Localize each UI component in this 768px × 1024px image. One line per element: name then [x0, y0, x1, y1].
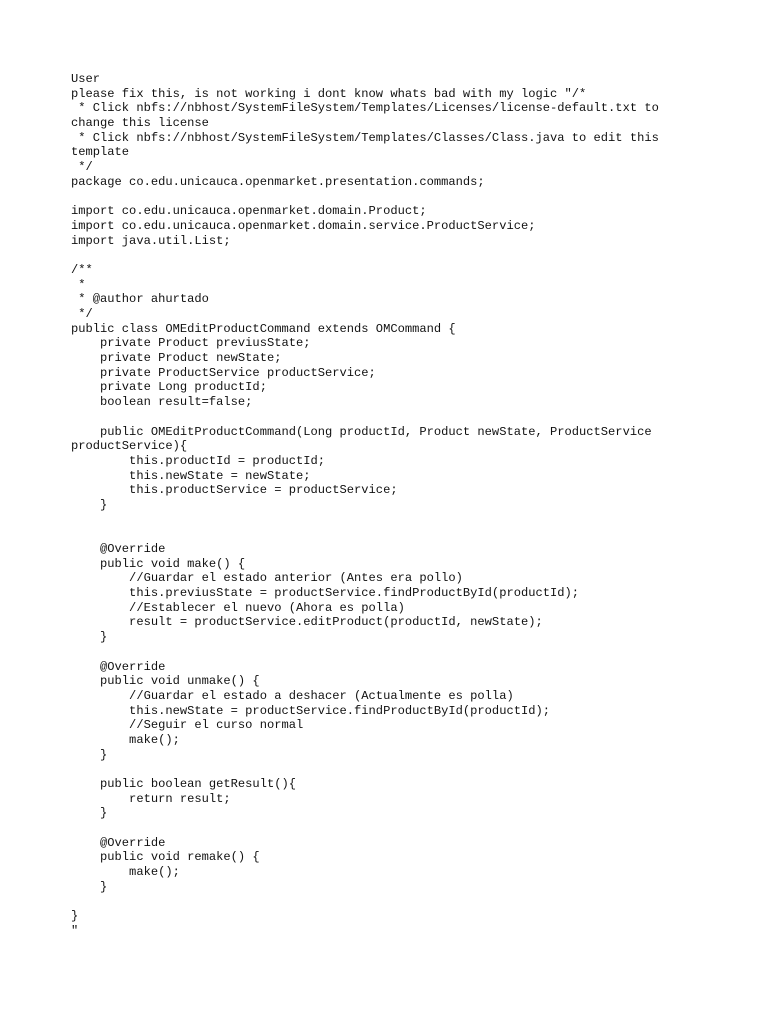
text-line: please fix this, is not working i dont know whats bad with my logic "/* [71, 86, 587, 101]
text-line: make(); [71, 865, 180, 880]
text-line: } [71, 630, 108, 645]
text-line: //Seguir el curso normal [71, 718, 304, 733]
text-line: //Establecer el nuevo (Ahora es polla) [71, 600, 405, 615]
text-line: } [71, 497, 108, 512]
text-line: import co.edu.unicauca.openmarket.domain.Product; [71, 204, 427, 219]
text-line: /** [71, 262, 93, 277]
text-line: return result; [71, 791, 231, 806]
text-line [71, 821, 701, 836]
text-line: * Click nbfs://nbhost/SystemFileSystem/Templates/Classes/Class.java to edit this [71, 130, 659, 145]
text-line: } [71, 747, 108, 762]
text-line: //Guardar el estado a deshacer (Actualmente es polla) [71, 688, 514, 703]
text-line: * Click nbfs://nbhost/SystemFileSystem/Templates/Licenses/license-default.txt to [71, 101, 659, 116]
text-line: this.newState = newState; [71, 468, 311, 483]
text-line: boolean result=false; [71, 395, 253, 410]
text-line: change this license [71, 116, 209, 131]
text-line: private ProductService productService; [71, 365, 376, 380]
text-line [71, 645, 701, 660]
text-line: private Long productId; [71, 380, 267, 395]
text-line: productService){ [71, 439, 188, 454]
text-line [71, 410, 701, 425]
text-line: import co.edu.unicauca.openmarket.domain.service.ProductService; [71, 218, 536, 233]
text-line: public OMEditProductCommand(Long productId, Product newState, ProductService [71, 424, 652, 439]
text-line: */ [71, 307, 93, 321]
text-line: this.previusState = productService.findProductById(productId); [71, 586, 580, 601]
text-line: package co.edu.unicauca.openmarket.presentation.commands; [71, 174, 485, 189]
text-line: public void make() { [71, 556, 246, 571]
text-line: public void unmake() { [71, 674, 260, 689]
text-line: */ [71, 160, 93, 175]
text-line: import java.util.List; [71, 233, 231, 248]
text-line: result = productService.editProduct(productId, newState); [71, 615, 543, 630]
text-line: @Override [71, 542, 166, 556]
text-line: this.newState = productService.findProductById(productId); [71, 703, 550, 718]
text-line: } [71, 806, 108, 821]
text-line [71, 248, 701, 263]
text-line [71, 762, 701, 777]
text-line [71, 527, 701, 542]
text-line: User [71, 72, 101, 86]
document-body [71, 72, 701, 939]
text-line: this.productId = productId; [71, 453, 326, 468]
text-line: private Product newState; [71, 351, 282, 366]
text-line: this.productService = productService; [71, 483, 398, 498]
text-line: //Guardar el estado anterior (Antes era pollo) [71, 571, 463, 586]
text-line [71, 190, 701, 205]
text-line: public class OMEditProductCommand extends OMCommand { [71, 321, 456, 336]
text-line: make(); [71, 732, 180, 747]
text-line [71, 513, 701, 528]
text-line: @Override [71, 659, 166, 674]
text-line: * @author ahurtado [71, 292, 209, 307]
text-line: template [71, 145, 130, 160]
text-line: " [71, 923, 79, 938]
text-line: * [71, 277, 86, 292]
text-line: } [71, 879, 108, 894]
text-line [71, 895, 701, 910]
text-line: } [71, 909, 79, 924]
text-line: private Product previusState; [71, 336, 311, 351]
text-line: public boolean getResult(){ [71, 777, 296, 791]
text-line: @Override [71, 835, 166, 850]
text-line: public void remake() { [71, 850, 260, 865]
